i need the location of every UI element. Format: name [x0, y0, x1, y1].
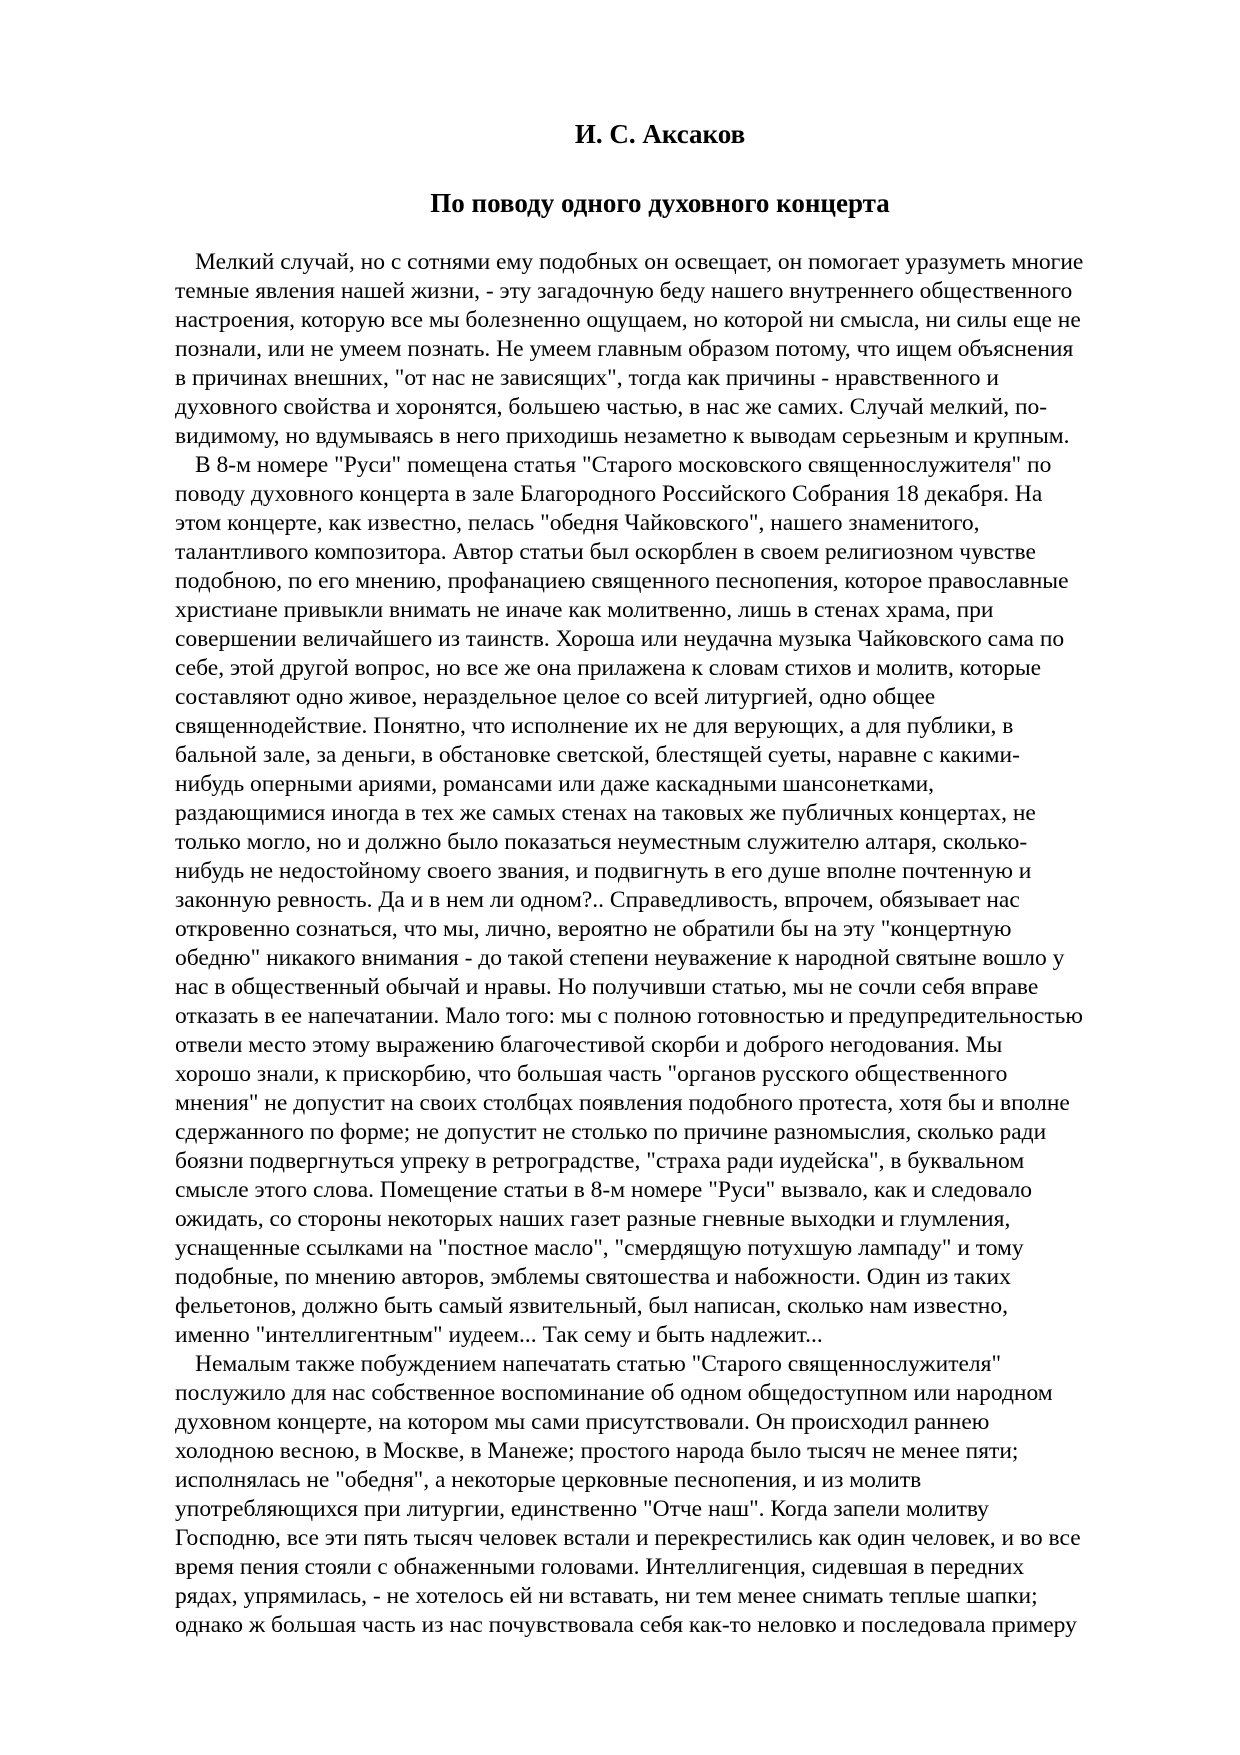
text-line: познали, или не умеем познать. Не умеем главным образом потому, что ищем объяснения	[175, 336, 1074, 362]
text-line: исполнялась не "обедня", а некоторые церковные песнопения, и из молитв	[175, 1467, 922, 1493]
text-line: однако ж большая часть из нас почувствовала себя как-то неловко и последовала примеру	[175, 1612, 1077, 1638]
text-line: В 8-м номере "Руси" помещена статья "Старого московского священнослужителя" по	[195, 452, 1052, 478]
text-line: Мелкий случай, но с сотнями ему подобных он освещает, он помогает уразуметь многие	[195, 249, 1084, 275]
text-line: талантливого композитора. Автор статьи был оскорблен в своем религиозном чувстве	[175, 539, 1036, 565]
text-line: рядах, упрямилась, - не хотелось ей ни вставать, ни тем менее снимать теплые шапки;	[175, 1583, 1038, 1609]
text-line: составляют одно живое, нераздельное целое со всей литургией, одно общее	[175, 684, 936, 710]
text-line: этом концерте, как известно, пелась "обедня Чайковского", нашего знаменитого,	[175, 510, 980, 536]
text-line: совершении величайшего из таинств. Хороша или неудачна музыка Чайковского сама по	[175, 626, 1065, 652]
text-line: христиане привыкли внимать не иначе как молитвенно, лишь в стенах храма, при	[175, 597, 994, 623]
text-line: подобною, по его мнению, профанациею священного песнопения, которое православные	[175, 568, 1069, 594]
text-line: обедню" никакого внимания - до такой степени неуважение к народной святыне вошло у	[175, 945, 1065, 971]
author-heading: И. С. Аксаков	[574, 119, 746, 149]
text-line: смысле этого слова. Помещение статьи в 8-м номере "Руси" вызвало, как и следовало	[175, 1177, 1033, 1203]
article-body	[175, 248, 1175, 1640]
text-line: мнения" не допустит на своих столбцах появления подобного протеста, хотя бы и вполне	[175, 1090, 1070, 1116]
text-line: время пения стояли с обнаженными головами. Интеллигенция, сидевшая в передних	[175, 1554, 1025, 1580]
text-line: именно "интеллигентным" иудеем... Так сему и быть надлежит...	[175, 1322, 823, 1348]
text-line: раздающимися иногда в тех же самых стенах на таковых же публичных концертах, не	[175, 800, 1036, 826]
text-line: уснащенные ссылками на "постное масло", "смердящую потухшую лампаду" и тому	[175, 1235, 1024, 1261]
text-line: употребляющихся при литургии, единственно "Отче наш". Когда запели молитву	[175, 1496, 989, 1522]
text-line: Немалым также побуждением напечатать статью "Старого священнослужителя"	[195, 1351, 1002, 1377]
text-line: бальной зале, за деньги, в обстановке светской, блестящей суеты, наравне с какими-	[175, 742, 1020, 768]
text-line: сдержанного по форме; не допустит не столько по причине разномыслия, сколько ради	[175, 1119, 1047, 1145]
text-line: священнодействие. Понятно, что исполнение их не для верующих, а для публики, в	[175, 713, 1014, 739]
text-line: хорошо знали, к прискорбию, что большая часть "органов русского общественного	[175, 1061, 1008, 1087]
text-line: ожидать, со стороны некоторых наших газет разные гневные выходки и глумления,	[175, 1206, 1011, 1232]
text-line: подобные, по мнению авторов, эмблемы святошества и набожности. Один из таких	[175, 1264, 1011, 1290]
text-line: откровенно сознаться, что мы, лично, вероятно не обратили бы на эту "концертную	[175, 916, 1012, 942]
text-line: темные явления нашей жизни, - эту загадочную беду нашего внутреннего общественного	[175, 278, 1073, 304]
article-title: По поводу одного духовного концерта	[430, 188, 890, 218]
text-line: боязни подвергнуться упреку в ретроградстве, "страха ради иудейска", в буквальном	[175, 1148, 1025, 1174]
text-line: нас в общественный обычай и нравы. Но получивши статью, мы не сочли себя вправе	[175, 974, 1039, 1000]
text-line: духовном концерте, на котором мы сами присутствовали. Он происходил раннею	[175, 1409, 990, 1435]
text-line: нибудь не недостойному своего звания, и подвигнуть в его душе вполне почтенную и	[175, 858, 1032, 884]
text-line: духовного свойства и хоронятся, большею частью, в нас же самих. Случай мелкий, по-	[175, 394, 1048, 420]
text-line: поводу духовного концерта в зале Благородного Российского Собрания 18 декабря. На	[175, 481, 1043, 507]
text-line: отказать в ее напечатании. Мало того: мы с полною готовностью и предупредительностью	[175, 1003, 1083, 1029]
text-line: в причинах внешних, "от нас не зависящих", тогда как причины - нравственного и	[175, 365, 999, 391]
text-line: настроения, которую все мы болезненно ощущаем, но которой ни смысла, ни силы еще не	[175, 307, 1081, 333]
text-line: отвели место этому выражению благочестивой скорби и доброго негодования. Мы	[175, 1032, 1003, 1058]
text-line: холодною весною, в Москве, в Манеже; простого народа было тысяч не менее пяти;	[175, 1438, 1019, 1464]
text-line: фельетонов, должно быть самый язвительный, был написан, сколько нам известно,	[175, 1293, 1008, 1319]
text-line: законную ревность. Да и в нем ли одном?.. Справедливость, впрочем, обязывает нас	[175, 887, 1020, 913]
text-line: нибудь оперными ариями, романсами или даже каскадными шансонетками,	[175, 771, 935, 797]
text-line: послужило для нас собственное воспоминание об одном общедоступном или народном	[175, 1380, 1053, 1406]
text-line: себе, этой другой вопрос, но все же она прилажена к словам стихов и молитв, которые	[175, 655, 1042, 681]
text-line: Господню, все эти пять тысяч человек встали и перекрестились как один человек, и во все	[175, 1525, 1081, 1551]
text-line: видимому, но вдумываясь в него приходишь незаметно к выводам серьезным и крупным.	[175, 423, 1070, 449]
text-line: только могло, но и должно было показаться неуместным служителю алтаря, сколько-	[175, 829, 1028, 855]
